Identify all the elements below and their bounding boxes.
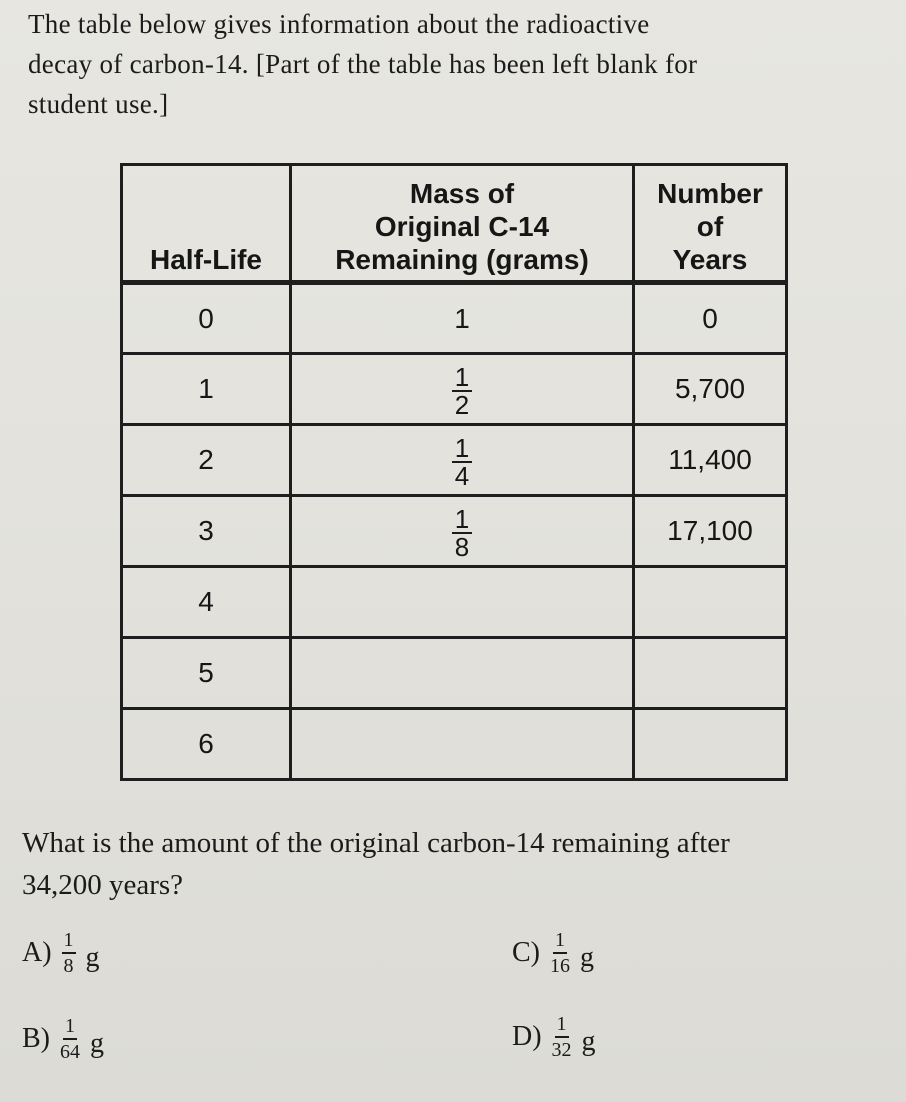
choice-b[interactable]	[22, 1014, 104, 1064]
choice-unit: g	[581, 1026, 596, 1057]
half-life-cell: 1	[122, 354, 291, 425]
fraction-numerator: 1	[452, 364, 472, 392]
choice-fraction	[552, 1012, 572, 1062]
header-years	[634, 165, 787, 283]
mass-cell	[291, 425, 634, 496]
half-life-cell: 6	[122, 709, 291, 780]
fraction-numerator: 1	[63, 1014, 77, 1040]
table-row	[122, 638, 787, 709]
table-row	[122, 354, 787, 425]
fraction-denominator: 64	[60, 1041, 80, 1063]
question-line: What is the amount of the original carbon-14 remaining after	[22, 827, 730, 859]
choice-fraction	[550, 928, 570, 978]
fraction-denominator: 8	[63, 955, 74, 977]
header-text: Half-Life	[150, 244, 262, 275]
fraction-denominator: 8	[454, 531, 470, 562]
half-life-cell: 2	[122, 425, 291, 496]
fraction-denominator: 2	[454, 389, 470, 420]
years-cell	[634, 567, 787, 638]
years-cell	[634, 709, 787, 780]
header-text: Mass of	[409, 178, 515, 209]
mass-fraction	[452, 503, 472, 562]
years-cell: 11,400	[634, 425, 787, 496]
mass-cell	[291, 567, 634, 638]
choice-unit: g	[90, 1028, 104, 1059]
header-text: Years	[672, 244, 748, 275]
table-row	[122, 709, 787, 780]
header-mass	[291, 165, 634, 283]
choice-letter: D)	[512, 1021, 542, 1052]
mass-cell	[291, 709, 634, 780]
question-line: 34,200 years?	[22, 869, 184, 901]
half-life-cell: 0	[122, 283, 291, 354]
choice-unit: g	[580, 942, 594, 973]
choice-fraction	[60, 1014, 80, 1064]
choice-unit: g	[85, 942, 100, 973]
fraction-denominator: 16	[550, 955, 570, 977]
fraction-numerator: 1	[555, 1012, 569, 1038]
table-row	[122, 496, 787, 567]
table-row	[122, 425, 787, 496]
choice-letter: A)	[22, 937, 52, 968]
table-row	[122, 283, 787, 354]
half-life-cell: 5	[122, 638, 291, 709]
fraction-numerator: 1	[452, 435, 472, 463]
header-half-life	[122, 165, 291, 283]
question-text	[22, 822, 902, 906]
choice-letter: B)	[22, 1023, 50, 1054]
half-life-cell: 4	[122, 567, 291, 638]
table-header-row	[122, 165, 787, 283]
mass-fraction	[452, 361, 472, 420]
half-life-cell: 3	[122, 496, 291, 567]
fraction-numerator: 1	[452, 506, 472, 534]
intro-text	[28, 4, 888, 124]
choice-c[interactable]	[512, 928, 594, 978]
mass-cell	[291, 354, 634, 425]
decay-table	[120, 163, 788, 781]
header-text: Original C-14	[374, 211, 550, 242]
fraction-denominator: 4	[454, 460, 470, 491]
choice-a[interactable]	[22, 928, 100, 978]
intro-line: decay of carbon-14. [Part of the table has been left blank for	[28, 49, 698, 79]
header-text: of	[696, 211, 724, 242]
years-cell: 5,700	[634, 354, 787, 425]
years-cell: 0	[634, 283, 787, 354]
header-text: Number	[657, 178, 763, 209]
mass-fraction	[452, 432, 472, 491]
header-text: Remaining (grams)	[335, 244, 589, 275]
intro-line: The table below gives information about the radioactive	[28, 9, 650, 39]
choice-fraction	[62, 928, 76, 978]
mass-cell: 1	[291, 283, 634, 354]
table-row	[122, 567, 787, 638]
mass-cell	[291, 496, 634, 567]
intro-line: student use.]	[28, 89, 169, 119]
years-cell	[634, 638, 787, 709]
years-cell: 17,100	[634, 496, 787, 567]
mass-cell	[291, 638, 634, 709]
fraction-numerator: 1	[62, 928, 76, 954]
fraction-numerator: 1	[553, 928, 567, 954]
fraction-denominator: 32	[551, 1039, 572, 1061]
choice-letter: C)	[512, 937, 540, 968]
choice-d[interactable]	[512, 1012, 596, 1062]
